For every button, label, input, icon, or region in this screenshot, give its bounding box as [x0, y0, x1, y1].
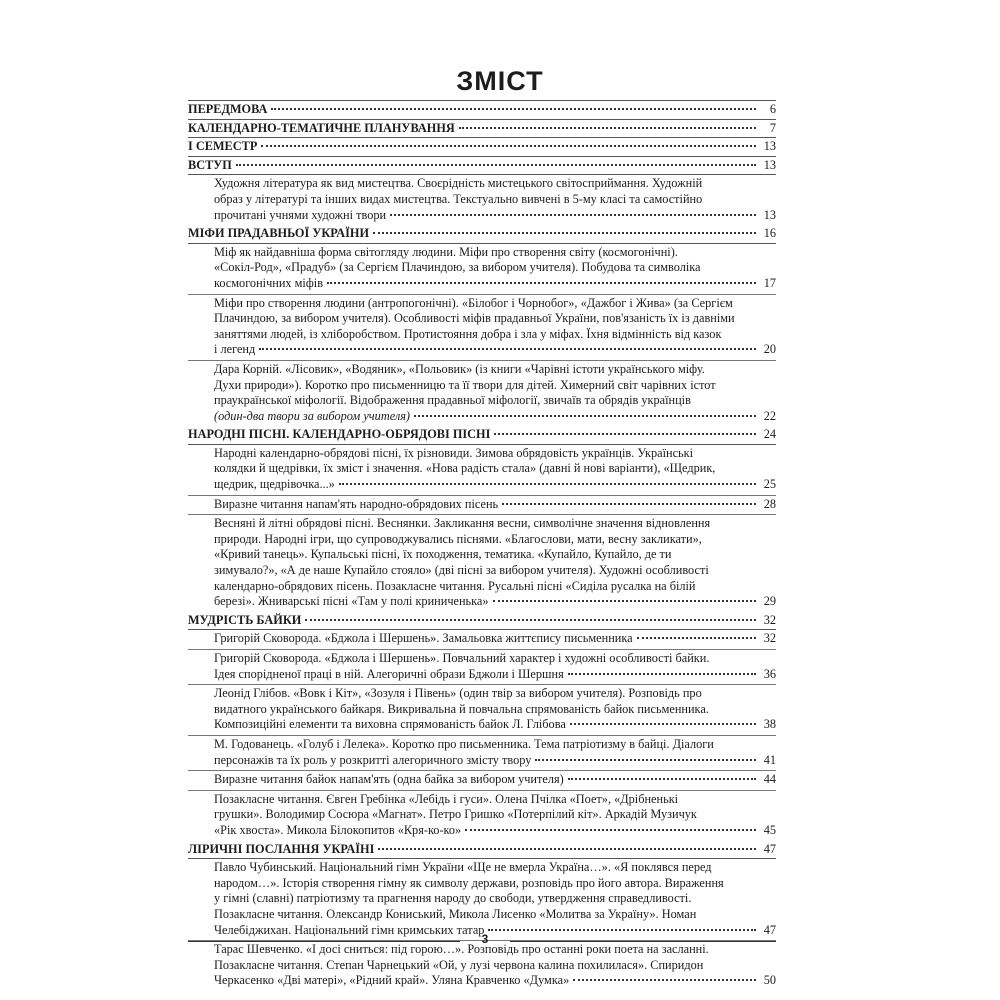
toc-page-number: 17 [763, 275, 776, 290]
toc-entry-line [214, 717, 776, 733]
toc-text-line: Челебіджихан. Національний гімн кримських татар [214, 922, 485, 937]
toc-text-line: образ у літературі та інших видах мистецтва. Текстуально вивчені в 5-му класі та самостійно [214, 191, 703, 206]
toc-text-line: природи. Народні ігри, що супроводжувались піснями. «Благослови, мати, весну закликати», [214, 531, 702, 546]
page-title: ЗМІСТ [456, 66, 544, 96]
toc-item [188, 514, 776, 612]
toc-text-line: грушки». Володимир Сосюра «Магнат». Петро Гришко «Потерпілий кіт». Аркадій Музичук [214, 807, 697, 822]
toc-section [188, 120, 776, 139]
dot-leader [465, 829, 756, 831]
toc-text-line: Позакласне читання. Олександр Кониський, Микола Лисенко «Молитва за Україну». Номан [214, 906, 697, 921]
toc-page-number: 38 [763, 717, 776, 732]
toc-text-line: Міфи про створення людини (антропогонічні). «Білобог і Чорнобог», «Дажбог і Жива» (за Сергієм [214, 295, 733, 310]
toc-item [188, 495, 776, 515]
toc-text-line: Павло Чубинський. Національний гімн України «Ще не вмерла Україна…». «Я поклявся перед [214, 860, 712, 875]
toc-item [188, 859, 776, 940]
toc-text-line: щедрик, щедрівочка...» [214, 477, 335, 492]
toc-page-number: 36 [763, 666, 776, 681]
table-of-contents [188, 100, 776, 991]
toc-entry-line [214, 973, 776, 989]
toc-text-line: календарно-обрядових пісень. Позакласне читання. Русальні пісні «Сиділа русалка на білій [214, 578, 696, 593]
dot-leader [339, 483, 756, 485]
toc-section-title: І СЕМЕСТР [188, 139, 258, 154]
toc-text-line: космогонічних міфів [214, 275, 324, 290]
dot-leader [494, 433, 756, 435]
toc-section [188, 841, 776, 860]
toc-page-number: 7 [769, 120, 776, 135]
toc-entry-line [214, 342, 776, 358]
toc-entry-line [188, 613, 776, 629]
toc-text-line: Художня література як вид мистецтва. Своєрідність мистецького світосприймання. Художній [214, 176, 703, 191]
toc-text-line: Дара Корній. «Лісовик», «Водяник», «Польовик» (із книги «Чарівні істоти українського міфу. [214, 361, 705, 376]
page-number: 3 [481, 932, 489, 946]
toc-page-number: 47 [763, 841, 776, 856]
toc-text-line: Виразне читання байок напам'ять (одна байка за вибором учителя) [214, 772, 564, 787]
dot-leader [378, 848, 756, 850]
toc-page-number: 45 [763, 822, 776, 837]
dot-leader [493, 600, 756, 602]
footer-rule-right [510, 941, 776, 942]
toc-section-title: МУДРІСТЬ БАЙКИ [188, 612, 302, 627]
toc-page-number: 44 [763, 772, 776, 787]
toc-entry-line [214, 497, 776, 513]
dot-leader [502, 503, 756, 505]
toc-page-number: 6 [769, 102, 776, 116]
toc-entry-line [188, 427, 776, 443]
toc-entry-line [188, 102, 776, 118]
toc-page-number: 50 [763, 973, 776, 988]
toc-entry-line [214, 772, 776, 788]
dot-leader [573, 979, 756, 981]
toc-text-line: «Сокіл-Род», «Прадуб» (за Сергієм Плачиндою, за вибором учителя). Побудова та символіка [214, 260, 701, 275]
toc-page-number: 29 [763, 594, 776, 609]
dot-leader [568, 673, 756, 675]
toc-entry-line [214, 409, 776, 425]
toc-text-line: Леонід Глібов. «Вовк і Кіт», «Зозуля і Півень» (один твір за вибором учителя). Розповідь про [214, 686, 702, 701]
toc-section [188, 612, 776, 631]
toc-entry-line [214, 276, 776, 292]
toc-section-title: МІФИ ПРАДАВНЬОЇ УКРАЇНИ [188, 226, 370, 241]
toc-text-line: Ідея спорідненої праці в ній. Алегоричні образи Бджоли і Шершня [214, 666, 564, 681]
toc-entry-line [188, 158, 776, 174]
toc-section [188, 426, 776, 445]
dot-leader [271, 108, 756, 110]
dot-leader [535, 759, 756, 761]
dot-leader [637, 637, 756, 639]
toc-text-line: у гімні (славні) патріотизму та прагнення народу до свободи, утвердження справедливості. [214, 891, 692, 906]
toc-text-line: Міф як найдавніша форма світогляду людини. Міфи про створення світу (космогонічні). [214, 244, 678, 259]
dot-leader [568, 778, 756, 780]
toc-entry-line [214, 594, 776, 610]
toc-entry-line [188, 139, 776, 155]
toc-page-number: 13 [763, 139, 776, 154]
toc-text-line: Позакласне читання. Степан Чарнецький «Ой, у лузі червона калина похилилася». Спиридон [214, 957, 704, 972]
toc-text-line: Весняні й літні обрядові пісні. Веснянки. Закликання весни, символічне значення відновлення [214, 516, 711, 531]
dot-leader [390, 214, 756, 216]
dot-leader [261, 145, 756, 147]
toc-text-line: М. Годованець. «Голуб і Лелека». Коротко про письменника. Тема патріотизму в байці. Діалоги [214, 736, 714, 751]
toc-item [188, 649, 776, 684]
toc-text-line: заняттями людей, із хліборобством. Протистояння добра і зла у міфах. Їхня відмінність від казок [214, 326, 722, 341]
toc-entry-line [188, 842, 776, 858]
toc-entry-line [214, 477, 776, 493]
toc-section [188, 138, 776, 157]
toc-item [188, 294, 776, 360]
toc-section-title: НАРОДНІ ПІСНІ. КАЛЕНДАРНО-ОБРЯДОВІ ПІСНІ [188, 427, 491, 442]
dot-leader [305, 619, 756, 621]
dot-leader [373, 232, 756, 234]
toc-text-line: прочитані учнями художні твори [214, 207, 387, 222]
toc-text-line: Позакласне читання. Євген Гребінка «Лебідь і гуси». Олена Пчілка «Поет», «Дрібненькі [214, 791, 679, 806]
toc-page-number: 24 [763, 427, 776, 442]
toc-text-line: Григорій Сковорода. «Бджола і Шершень». Повчальний характер і художні особливості байки. [214, 651, 710, 665]
dot-leader [414, 415, 756, 417]
toc-item [188, 940, 776, 991]
toc-page-number: 28 [763, 496, 776, 511]
toc-page-number: 16 [763, 226, 776, 241]
toc-text-line: персонажів та їх роль у розкритті алегоричного змісту твору [214, 752, 532, 767]
toc-text-line: видатного українського байкаря. Викривальна й повчальна спрямованість байок письменника. [214, 701, 709, 716]
toc-section-title: ЛІРИЧНІ ПОСЛАННЯ УКРАЇНІ [188, 841, 375, 856]
dot-leader [570, 723, 756, 725]
toc-page-number: 22 [763, 408, 776, 423]
toc-entry-line [214, 631, 776, 647]
toc-page-number: 25 [763, 477, 776, 492]
toc-text-line: Тарас Шевченко. «І досі сниться: під горою…». Розповідь про останні роки поета на засланні. [214, 942, 709, 957]
toc-text-line: Духи природи»). Коротко про письменницю та її твори для дітей. Химерний світ чарівних істот [214, 377, 716, 392]
dot-leader [236, 164, 756, 166]
toc-entry-line [188, 121, 776, 137]
toc-page-number: 41 [763, 752, 776, 767]
toc-item [188, 790, 776, 841]
toc-text-line: Плачиндою, за вибором учителя). Особливості міфів прадавньої України, пов'язаність їх із давніми [214, 311, 735, 326]
toc-entry-line [214, 208, 776, 224]
toc-page-number: 47 [763, 922, 776, 937]
toc-section [188, 100, 776, 120]
toc-item [188, 175, 776, 225]
toc-text-line: (один-два твори за вибором учителя) [214, 408, 411, 423]
toc-section-title: ПЕРЕДМОВА [188, 102, 268, 116]
toc-item [188, 630, 776, 649]
toc-text-line: колядки й щедрівки, їх зміст і значення. «Нова радість стала» (давні й нові варіанти), «Щедрик, [214, 461, 716, 476]
toc-entry-line [214, 823, 776, 839]
toc-text-line: народом…». Історія створення гімну як символу держави, розповідь про його автора. Вираження [214, 875, 724, 890]
toc-section [188, 157, 776, 176]
dot-leader [488, 929, 756, 931]
toc-text-line: зимувало?», «А де наше Купайло стояло» (дві пісні за вибором учителя). Художні особливості [214, 563, 709, 578]
toc-entry-line [214, 753, 776, 769]
toc-text-line: праукраїнської міфології. Відображення прадавньої міфології, звичаїв та обрядів українців [214, 393, 691, 408]
toc-item [188, 735, 776, 770]
toc-text-line: і легенд [214, 342, 256, 357]
toc-page-number: 32 [763, 612, 776, 627]
toc-page-number: 13 [763, 157, 776, 172]
toc-text-line: Григорій Сковорода. «Бджола і Шершень». Замальовка життєпису письменника [214, 631, 633, 646]
toc-item [188, 684, 776, 735]
toc-text-line: «Кривий танець». Купальські пісні, їх походження, тематика. «Купайло, Купайло, де ти [214, 547, 672, 562]
dot-leader [259, 348, 756, 350]
toc-entry-line [214, 667, 776, 683]
toc-section [188, 225, 776, 244]
toc-item [188, 445, 776, 495]
dot-leader [327, 282, 756, 284]
toc-item [188, 244, 776, 294]
toc-text-line: Композиційні елементи та виховна спрямованість байок Л. Глібова [214, 717, 566, 732]
toc-section-title: КАЛЕНДАРНО-ТЕМАТИЧНЕ ПЛАНУВАННЯ [188, 120, 455, 135]
toc-item [188, 770, 776, 790]
toc-page-number: 20 [763, 342, 776, 357]
toc-text-line: березі». Жниварські пісні «Там у полі криниченька» [214, 594, 489, 609]
toc-entry-line [188, 226, 776, 242]
toc-text-line: Виразне читання напам'ять народно-обрядових пісень [214, 496, 499, 511]
toc-section-title: ВСТУП [188, 157, 232, 172]
toc-text-line: «Рік хвоста». Микола Білокопитов «Кря-ко-ко» [214, 822, 462, 837]
toc-page-number: 13 [763, 207, 776, 222]
toc-page-number: 32 [763, 631, 776, 646]
footer-rule-left [188, 941, 460, 942]
toc-item [188, 360, 776, 426]
toc-text-line: Черкасенко «Дві матері», «Рідний край». Уляна Кравченко «Думка» [214, 973, 570, 988]
toc-text-line: Народні календарно-обрядові пісні, їх різновиди. Зимова обрядовість українців. Українські [214, 445, 694, 460]
dot-leader [459, 127, 756, 129]
